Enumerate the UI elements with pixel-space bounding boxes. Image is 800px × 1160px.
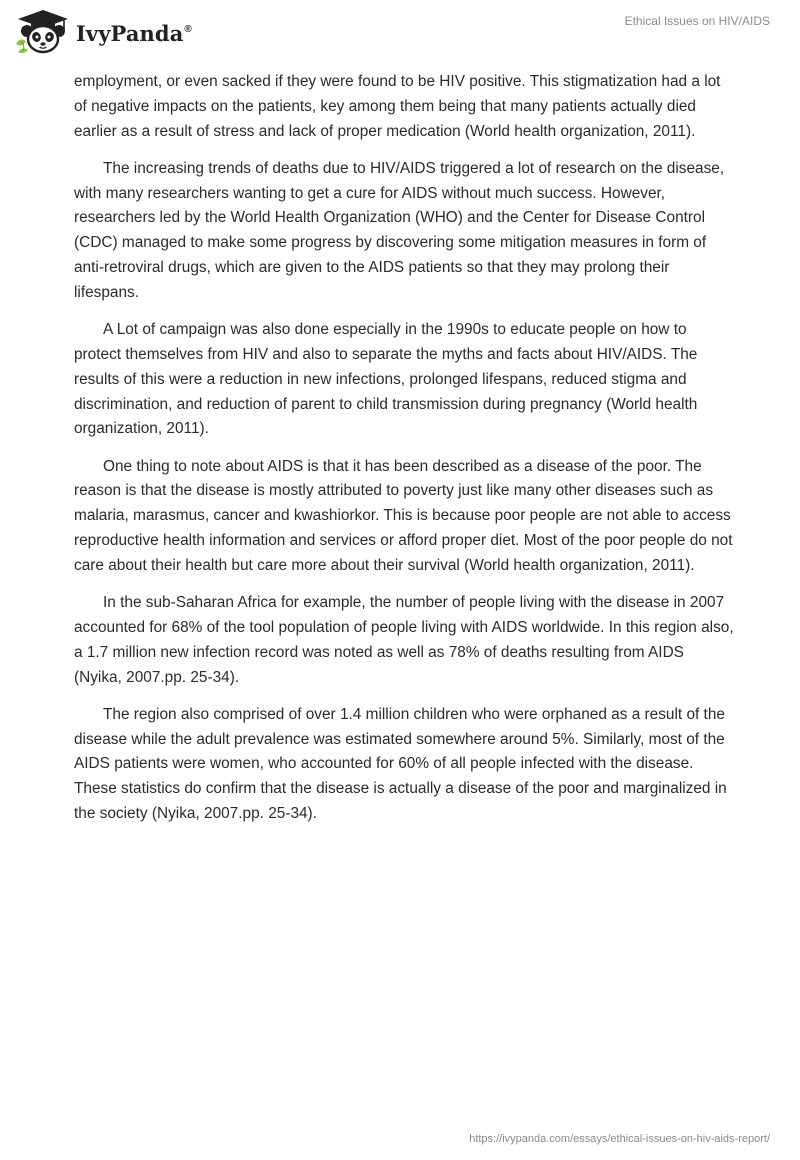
paragraph: One thing to note about AIDS is that it has been described as a disease of the poor. The reason is that the disease is mostly attributed to poverty just like many other diseases such as malaria, marasmus, cancer and kwashiorkor. This is because poor people are not able to access reproductive health information and services or afford proper diet. Most of the poor people do not care about their health but care more about their survival (World health organization, 2011). (74, 457, 733, 574)
panda-graduate-icon (14, 8, 72, 54)
essay-body (74, 70, 734, 839)
registered-mark: ® (184, 23, 192, 35)
paragraph: The increasing trends of deaths due to HIV/AIDS triggered a lot of research on the disease, with many researchers wanting to get a cure for AIDS without much success. However, researchers led by the World Health Organization (WHO) and the Center for Disease Control (CDC) managed to make some progress by discovering some mitigation measures in form of anti-retroviral drugs, which are given to the AIDS patients so that they may prolong their lifespans. (74, 159, 725, 301)
paragraph: employment, or even sacked if they were found to be HIV positive. This stigmatization had a lot of negative impacts on the patients, key among them being that many patients actually died earlier as a result of stress and lack of proper medication (World health organization, 2011). (74, 73, 721, 140)
ivypanda-logo[interactable] (14, 8, 192, 54)
document-title: Ethical Issues on HIV/AIDS (624, 14, 770, 28)
brand-name (76, 21, 192, 46)
paragraph: The region also comprised of over 1.4 million children who were orphaned as a result of the disease while the adult prevalence was estimated somewhere around 5%. Similarly, most of the AIDS patients were women, who accounted for 60% of all people infected with the disease. These statistics do confirm that the disease is actually a disease of the poor and marginalized in the society (Nyika, 2007.pp. 25-34). (74, 705, 727, 823)
page-header (0, 0, 800, 64)
source-url-link[interactable]: https://ivypanda.com/essays/ethical-issues-on-hiv-aids-report/ (469, 1133, 770, 1145)
brand-name-text: IvyPanda (76, 20, 184, 46)
paragraph: In the sub-Saharan Africa for example, the number of people living with the disease in 2007 accounted for 68% of the tool population of people living with AIDS worldwide. In this region also, a 1.7 million new infection record was noted as well as 78% of deaths resulting from AIDS (Nyika, 2007.pp. 25-34). (74, 594, 734, 686)
paragraph: A Lot of campaign was also done especially in the 1990s to educate people on how to protect themselves from HIV and also to separate the myths and facts about HIV/AIDS. The results of this were a reduction in new infections, prolonged lifespans, reduced stigma and discrimination, and reduction of parent to child transmission during pregnancy (World health organization, 2011). (74, 321, 698, 438)
